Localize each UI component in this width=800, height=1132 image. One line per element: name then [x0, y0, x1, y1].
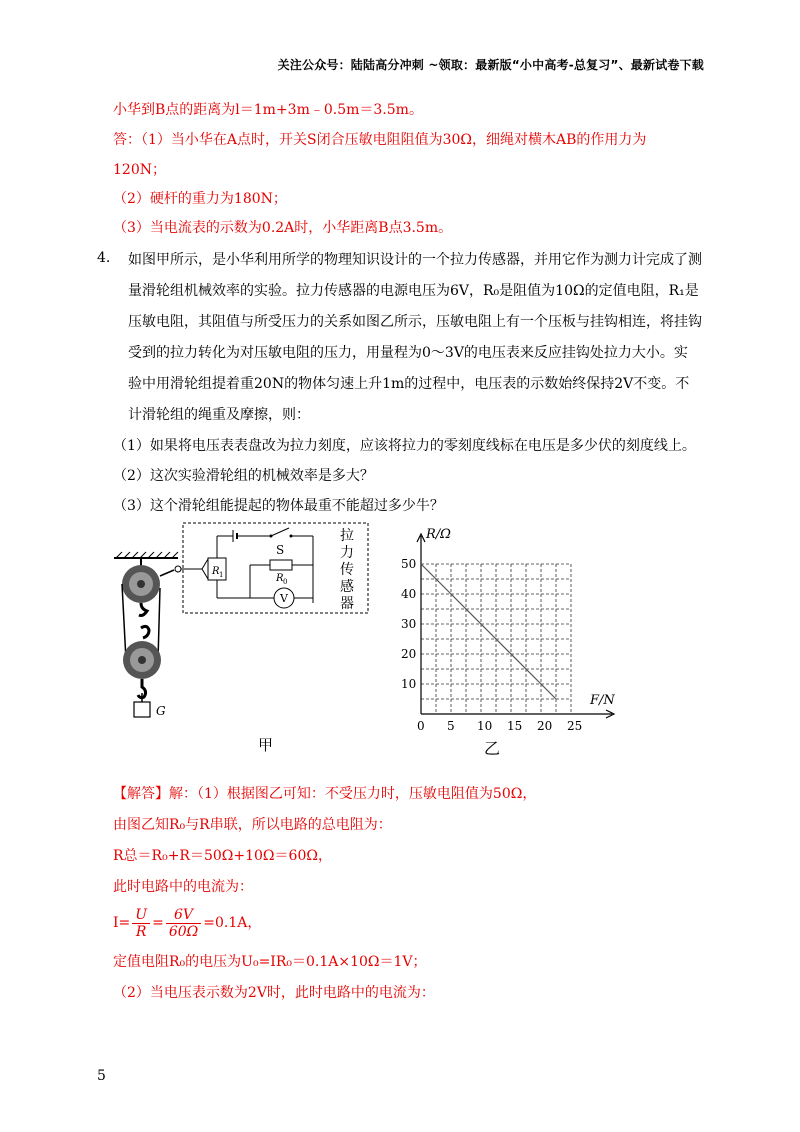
svg-text:力: 力 [340, 545, 354, 561]
solution-equation [113, 906, 261, 940]
chart-yi [390, 518, 630, 762]
prev-answer-line-2: 答：（1）当小华在A点时，开关S闭合压敏电阻阻值为30Ω，细绳对横木AB的作用力为 [113, 132, 647, 148]
question-line-6: 计滑轮组的绳重及摩擦，则： [128, 407, 310, 423]
x-tick-label: 0 [417, 719, 425, 733]
chart-title: 乙 [484, 739, 501, 758]
solution-line-7: （2）当电压表示数为2V时，此时电路中的电流为： [113, 985, 435, 1001]
chart-ylabel: R/Ω [426, 527, 451, 542]
chart-ticks [401, 557, 582, 733]
svg-text:传: 传 [340, 562, 354, 578]
fixed-pulley-hook [139, 603, 147, 616]
eq-den-2: 60Ω [168, 923, 199, 940]
weight-block [134, 702, 150, 717]
r1-label: R [212, 566, 220, 577]
svg-text:器: 器 [340, 596, 354, 612]
question-line-5: 验中用滑轮组提着重20N的物体匀速上升1m的过程中，电压表的示数始终保持2V不变。不 [128, 376, 690, 392]
y-tick-label: 10 [401, 677, 417, 691]
y-tick-label: 40 [401, 587, 417, 601]
solution-line-3: R总＝R₀+R＝50Ω+10Ω＝60Ω， [113, 848, 332, 864]
eq-rhs: =0.1A， [203, 915, 262, 931]
voltmeter-label: V [280, 592, 288, 605]
chart-axes [417, 534, 614, 718]
sub-question-1: （1）如果将电压表表盘改为拉力刻度，应该将拉力的零刻度线标在电压是多少伏的刻度线上。 [113, 438, 696, 454]
fraction-u-over-r [132, 907, 150, 940]
r0-label: R [276, 573, 284, 584]
question-line-1: 如图甲所示，是小华利用所学的物理知识设计的一个拉力传感器，并用它作为测力计完成了测 [128, 252, 702, 268]
svg-text:感: 感 [340, 579, 354, 595]
question-line-2: 量滑轮组机械效率的实验。拉力传感器的电源电压为6V，R₀是阻值为10Ω的定值电阻，R₁是 [128, 283, 699, 299]
eq-den-1: R [135, 923, 147, 940]
x-tick-label: 15 [507, 719, 523, 733]
sensor-label [340, 527, 354, 612]
solution-line-4: 此时电路中的电流为： [113, 879, 253, 895]
eq-num-1: U [132, 907, 150, 924]
figure-jia [108, 518, 378, 728]
pressure-plate [202, 559, 208, 579]
y-tick-label: 20 [401, 647, 417, 661]
solution-line-2: 由图乙知R₀与R串联，所以电路的总电阻为： [113, 817, 392, 833]
x-tick-label: 10 [477, 719, 493, 733]
prev-answer-line-4: （2）硬杆的重力为180N； [113, 191, 287, 207]
page-number: 5 [97, 1068, 106, 1084]
r0-sub: 0 [283, 578, 288, 586]
switch-s [270, 528, 293, 538]
x-tick-label: 25 [567, 719, 583, 733]
switch-label: S [276, 543, 285, 557]
y-tick-label: 50 [401, 557, 417, 571]
movable-pulley-hook-top [141, 626, 149, 638]
solution-tag: 【解答】 [113, 786, 169, 802]
sub-question-2: （2）这次实验滑轮组的机械效率是多大？ [113, 468, 374, 484]
fixed-pulley [122, 565, 160, 603]
x-tick-label: 20 [537, 719, 553, 733]
series-line [421, 564, 556, 699]
chart-series [421, 564, 556, 699]
question-number: 4. [97, 250, 111, 266]
prev-answer-line-5: （3）当电流表的示数为0.2A时，小华距离B点3.5m。 [113, 220, 453, 236]
movable-pulley [123, 641, 161, 679]
fraction-values [166, 907, 201, 940]
resistor-r0 [270, 560, 292, 570]
page-header: 关注公众号：陆陆高分冲刺 ~领取：最新版“小中高考-总复习”、最新试卷下载 [277, 58, 704, 72]
question-line-3: 压敏电阻，其阻值与所受压力的关系如图乙所示，压敏电阻上有一个压板与挂钩相连，将挂钩 [128, 314, 702, 330]
ceiling-hatch [114, 552, 178, 558]
battery [233, 530, 237, 542]
solution-line-1: 解：（1）根据图乙可知：不受压力时，压敏电阻值为50Ω， [169, 786, 537, 802]
eq-mid: = [152, 915, 164, 931]
sub-question-3: （3）这个滑轮组能提起的物体最重不能超过多少牛？ [113, 498, 444, 514]
prev-answer-line-1: 小华到B点的距离为l＝1m+3m﹣0.5m＝3.5m。 [113, 102, 423, 118]
y-tick-label: 30 [401, 617, 417, 631]
solution-line-6: 定值电阻R₀的电压为U₀=IR₀＝0.1A×10Ω＝1V； [113, 954, 427, 970]
weight-label: G [156, 704, 166, 718]
eq-lhs: I= [113, 915, 131, 931]
prev-answer-line-3: 120N； [113, 162, 166, 178]
x-tick-label: 5 [447, 719, 455, 733]
figure-jia-caption: 甲 [258, 736, 274, 754]
question-line-4: 受到的拉力转化为对压敏电阻的压力，用量程为0～3V的电压表来反应挂钩处拉力大小。实 [128, 345, 688, 361]
eq-num-2: 6V [166, 907, 201, 924]
r1-sub: 1 [219, 571, 224, 579]
svg-text:拉: 拉 [340, 528, 354, 544]
chart-xlabel: F/N [590, 693, 615, 708]
